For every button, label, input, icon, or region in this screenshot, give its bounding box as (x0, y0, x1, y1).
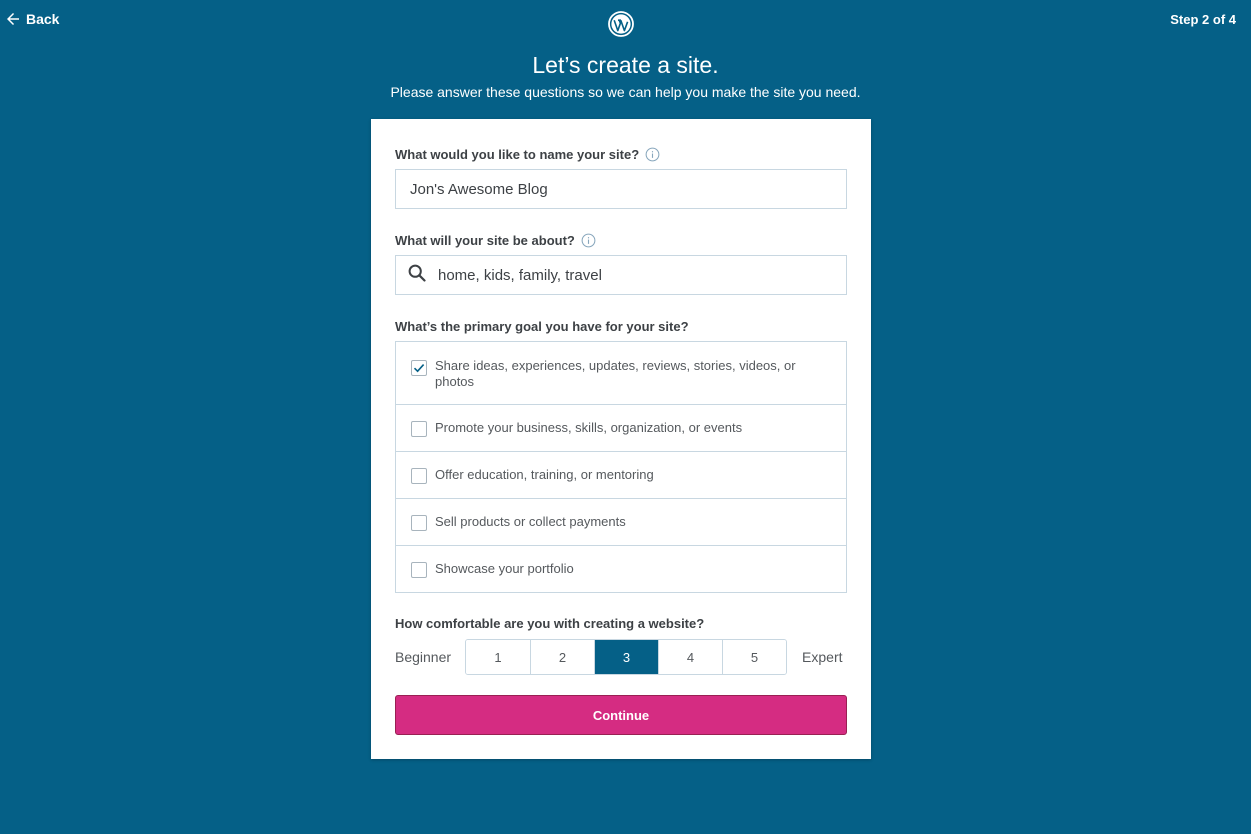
arrow-left-icon (4, 10, 22, 28)
goal-option-education[interactable] (396, 451, 846, 498)
site-topic-label-row (395, 233, 596, 248)
comfort-label: How comfortable are you with creating a website? (395, 616, 705, 631)
comfort-option-1[interactable]: 1 (466, 640, 530, 674)
goal-checkbox-promote[interactable] (411, 421, 427, 437)
page-subtitle: Please answer these questions so we can help you make the site you need. (390, 84, 861, 100)
goal-option-share[interactable] (396, 342, 846, 404)
page-title: Let’s create a site. (532, 52, 719, 78)
site-topic-label: What will your site be about? (395, 233, 575, 248)
goals-label: What’s the primary goal you have for your site? (395, 319, 689, 334)
top-bar (0, 0, 1251, 44)
wordpress-logo-icon (608, 11, 634, 37)
comfort-scale (465, 639, 787, 675)
goal-checkbox-education[interactable] (411, 468, 427, 484)
goal-label: Sell products or collect payments (435, 514, 626, 529)
back-button[interactable] (4, 10, 59, 28)
comfort-min-label: Beginner (395, 649, 452, 665)
goals-list (395, 341, 847, 593)
goal-option-promote[interactable] (396, 404, 846, 451)
site-name-label-row (395, 147, 660, 162)
comfort-option-3[interactable]: 3 (594, 640, 658, 674)
goal-label: Offer education, training, or mentoring (435, 467, 654, 482)
goal-label: Share ideas, experiences, updates, reviews, stories, videos, or photos (435, 358, 796, 389)
site-form-card (371, 119, 871, 759)
search-icon (408, 264, 426, 286)
goal-checkbox-portfolio[interactable] (411, 562, 427, 578)
step-indicator: Step 2 of 4 (1170, 12, 1236, 27)
site-topic-value: home, kids, family, travel (438, 266, 602, 284)
site-name-value: Jon's Awesome Blog (410, 180, 548, 198)
back-label: Back (26, 11, 60, 27)
site-name-label: What would you like to name your site? (395, 147, 640, 162)
goal-checkbox-share[interactable] (411, 360, 427, 376)
goal-checkbox-sell[interactable] (411, 515, 427, 531)
continue-button[interactable]: Continue (395, 695, 847, 735)
goal-label: Promote your business, skills, organization, or events (435, 420, 743, 435)
comfort-option-5[interactable]: 5 (722, 640, 786, 674)
comfort-scale-row (395, 639, 847, 675)
comfort-option-4[interactable]: 4 (658, 640, 722, 674)
goal-option-portfolio[interactable] (396, 545, 846, 592)
info-icon[interactable] (645, 147, 660, 162)
comfort-max-label: Expert (802, 649, 843, 665)
comfort-option-2[interactable]: 2 (530, 640, 594, 674)
goal-option-sell[interactable] (396, 498, 846, 545)
site-topic-input[interactable] (395, 255, 847, 295)
goal-label: Showcase your portfolio (435, 561, 574, 576)
info-icon[interactable] (581, 233, 596, 248)
checkmark-icon (413, 362, 425, 374)
site-name-input[interactable] (395, 169, 847, 209)
